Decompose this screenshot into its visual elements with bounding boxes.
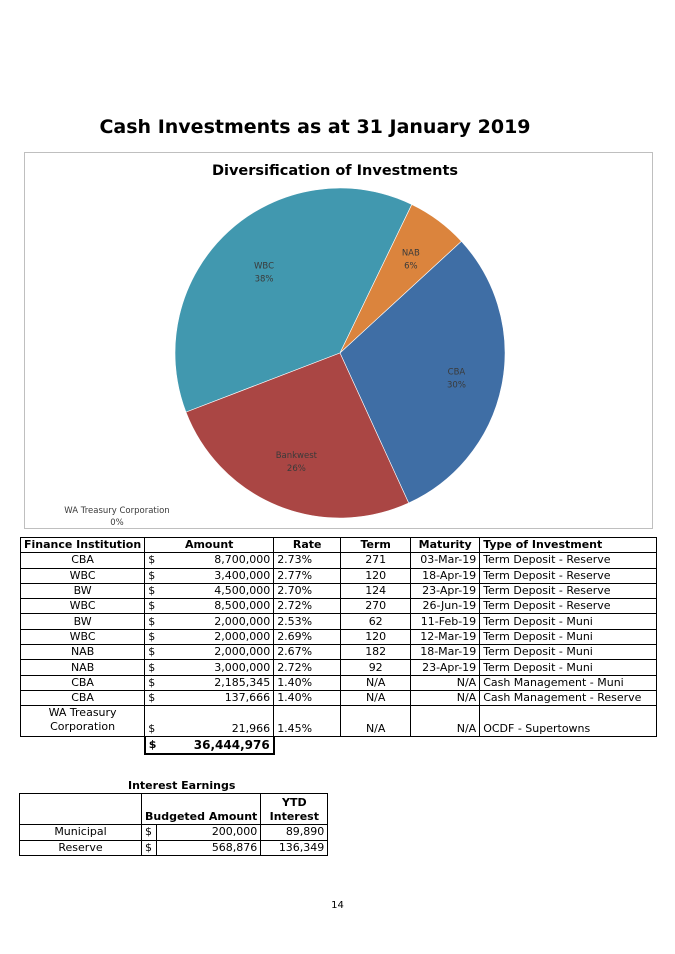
- currency-cell: $: [145, 568, 160, 583]
- term-cell: 271: [341, 553, 411, 568]
- type-cell: Term Deposit - Muni: [480, 645, 657, 660]
- slice-label-percent: 6%: [404, 261, 418, 272]
- term-cell: 270: [341, 599, 411, 614]
- interest-currency-cell: $: [142, 840, 157, 856]
- institution-cell: WBC: [21, 599, 145, 614]
- total-currency: $: [145, 737, 160, 755]
- currency-cell: $: [145, 675, 160, 690]
- maturity-cell: N/A: [411, 675, 480, 690]
- term-cell: N/A: [341, 690, 411, 705]
- interest-row: [20, 825, 328, 841]
- institution-cell: NAB: [21, 660, 145, 675]
- type-cell: Term Deposit - Reserve: [480, 583, 657, 598]
- chart-title: Diversification of Investments: [211, 163, 459, 179]
- term-cell: 92: [341, 660, 411, 675]
- pie-slices: [175, 188, 505, 518]
- rate-cell: 2.77%: [274, 568, 341, 583]
- amount-cell: 21,966: [159, 706, 273, 737]
- interest-ytd-cell: 136,349: [261, 840, 328, 856]
- term-cell: 124: [341, 583, 411, 598]
- currency-cell: $: [145, 706, 160, 737]
- institution-cell: BW: [21, 583, 145, 598]
- investment-row: [21, 599, 657, 614]
- maturity-cell: 11-Feb-19: [411, 614, 480, 629]
- amount-cell: 2,000,000: [159, 614, 273, 629]
- rate-cell: 2.73%: [274, 553, 341, 568]
- investment-row: [21, 706, 657, 737]
- amount-cell: 137,666: [159, 690, 273, 705]
- institution-cell: WBC: [21, 568, 145, 583]
- term-cell: N/A: [341, 706, 411, 737]
- header-type: Type of Investment: [480, 538, 657, 553]
- investment-row: [21, 583, 657, 598]
- interest-earnings-title: Interest Earnings: [128, 779, 236, 792]
- type-cell: Cash Management - Reserve: [480, 690, 657, 705]
- type-cell: Term Deposit - Muni: [480, 629, 657, 644]
- interest-header-blank: [20, 794, 142, 825]
- amount-cell: 8,500,000: [159, 599, 273, 614]
- rate-cell: 1.45%: [274, 706, 341, 737]
- slice-label-name: NAB: [401, 248, 420, 259]
- slice-label-percent: 26%: [286, 463, 306, 474]
- type-cell: Term Deposit - Reserve: [480, 553, 657, 568]
- rate-cell: 2.67%: [274, 645, 341, 660]
- currency-cell: $: [145, 614, 160, 629]
- header-term: Term: [341, 538, 411, 553]
- interest-label-cell: Municipal: [20, 825, 142, 841]
- investment-row: [21, 690, 657, 705]
- amount-cell: 2,000,000: [159, 629, 273, 644]
- header-rate: Rate: [274, 538, 341, 553]
- currency-cell: $: [145, 583, 160, 598]
- term-cell: 120: [341, 568, 411, 583]
- slice-label-percent: 30%: [447, 380, 466, 391]
- currency-cell: $: [145, 599, 160, 614]
- rate-cell: 1.40%: [274, 675, 341, 690]
- rate-cell: 2.69%: [274, 629, 341, 644]
- amount-cell: 3,000,000: [159, 660, 273, 675]
- investment-row: [21, 660, 657, 675]
- term-cell: 120: [341, 629, 411, 644]
- slice-label-name: Bankwest: [275, 450, 318, 461]
- rate-cell: 2.70%: [274, 583, 341, 598]
- interest-label-cell: Reserve: [20, 840, 142, 856]
- term-cell: 182: [341, 645, 411, 660]
- type-cell: Term Deposit - Reserve: [480, 599, 657, 614]
- header-institution: Finance Institution: [21, 538, 145, 553]
- maturity-cell: N/A: [411, 706, 480, 737]
- pie-chart-svg: [25, 153, 652, 528]
- pie-chart: [24, 152, 653, 529]
- type-cell: OCDF - Supertowns: [480, 706, 657, 737]
- investments-table: [20, 537, 657, 755]
- slice-label-percent: 38%: [254, 274, 274, 285]
- slice-label-percent: 0%: [110, 518, 124, 528]
- maturity-cell: 12-Mar-19: [411, 629, 480, 644]
- institution-cell: CBA: [21, 553, 145, 568]
- currency-cell: $: [145, 629, 160, 644]
- maturity-cell: N/A: [411, 690, 480, 705]
- interest-budget-cell: 568,876: [157, 840, 261, 856]
- investment-row: [21, 568, 657, 583]
- amount-cell: 8,700,000: [159, 553, 273, 568]
- type-cell: Cash Management - Muni: [480, 675, 657, 690]
- institution-cell: BW: [21, 614, 145, 629]
- type-cell: Term Deposit - Muni: [480, 660, 657, 675]
- interest-row: [20, 840, 328, 856]
- interest-header-row: [20, 794, 328, 825]
- rate-cell: 2.72%: [274, 660, 341, 675]
- interest-header-budget: Budgeted Amount: [142, 794, 261, 825]
- slice-label-name: WBC: [254, 261, 275, 272]
- total-blank: [21, 737, 145, 755]
- interest-ytd-cell: 89,890: [261, 825, 328, 841]
- type-cell: Term Deposit - Reserve: [480, 568, 657, 583]
- interest-currency-cell: $: [142, 825, 157, 841]
- type-cell: Term Deposit - Muni: [480, 614, 657, 629]
- page-title: Cash Investments as at 31 January 2019: [99, 116, 531, 138]
- institution-cell: WA Treasury Corporation: [21, 706, 145, 737]
- rate-cell: 2.72%: [274, 599, 341, 614]
- interest-earnings-table: [19, 793, 328, 856]
- investment-row: [21, 675, 657, 690]
- maturity-cell: 26-Jun-19: [411, 599, 480, 614]
- currency-cell: $: [145, 660, 160, 675]
- currency-cell: $: [145, 690, 160, 705]
- maturity-cell: 18-Apr-19: [411, 568, 480, 583]
- amount-cell: 4,500,000: [159, 583, 273, 598]
- rate-cell: 1.40%: [274, 690, 341, 705]
- maturity-cell: 23-Apr-19: [411, 583, 480, 598]
- maturity-cell: 18-Mar-19: [411, 645, 480, 660]
- maturity-cell: 23-Apr-19: [411, 660, 480, 675]
- institution-cell: WBC: [21, 629, 145, 644]
- total-amount: 36,444,976: [159, 737, 273, 755]
- header-maturity: Maturity: [411, 538, 480, 553]
- term-cell: N/A: [341, 675, 411, 690]
- institution-cell: CBA: [21, 675, 145, 690]
- term-cell: 62: [341, 614, 411, 629]
- slice-label-name: WA Treasury Corporation: [64, 506, 170, 516]
- amount-cell: 2,000,000: [159, 645, 273, 660]
- investment-row: [21, 629, 657, 644]
- interest-header-ytd: YTD Interest: [261, 794, 328, 825]
- amount-cell: 2,185,345: [159, 675, 273, 690]
- rate-cell: 2.53%: [274, 614, 341, 629]
- investments-header-row: [21, 538, 657, 553]
- header-amount: Amount: [145, 538, 274, 553]
- institution-cell: CBA: [21, 690, 145, 705]
- investment-row: [21, 553, 657, 568]
- investment-row: [21, 614, 657, 629]
- slice-label-name: CBA: [447, 367, 466, 378]
- page-number: 14: [331, 900, 344, 911]
- institution-cell: NAB: [21, 645, 145, 660]
- interest-budget-cell: 200,000: [157, 825, 261, 841]
- currency-cell: $: [145, 553, 160, 568]
- maturity-cell: 03-Mar-19: [411, 553, 480, 568]
- currency-cell: $: [145, 645, 160, 660]
- investment-row: [21, 645, 657, 660]
- total-row: [21, 737, 657, 755]
- amount-cell: 3,400,000: [159, 568, 273, 583]
